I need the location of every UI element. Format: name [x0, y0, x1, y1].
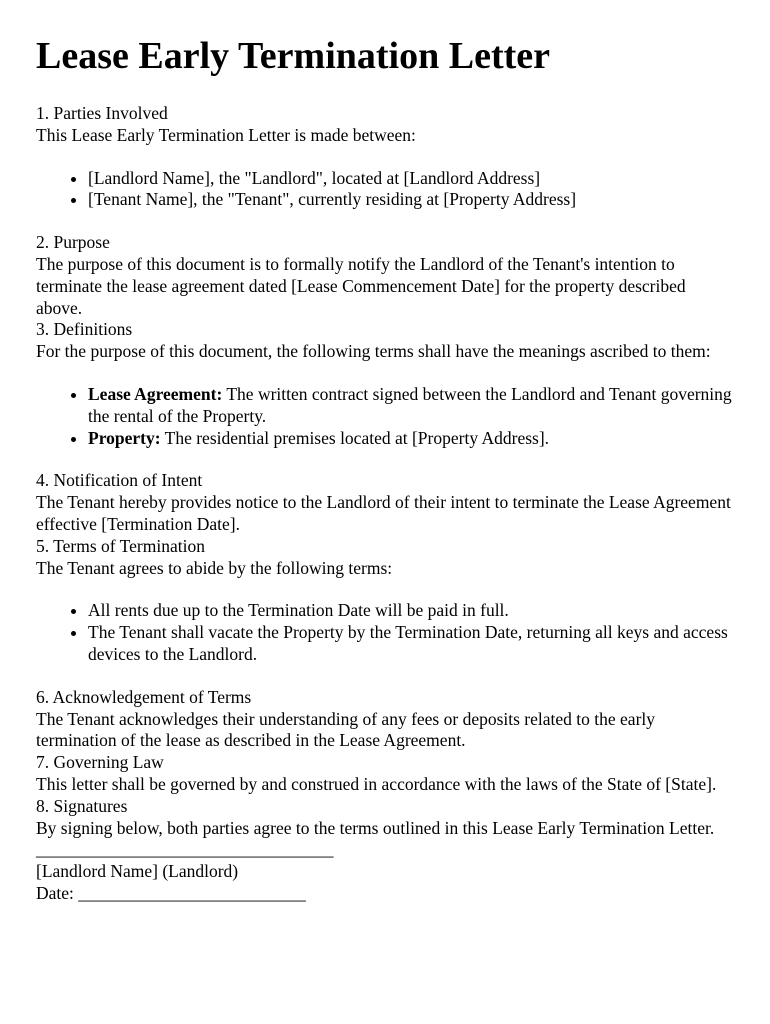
definition-text: The written contract signed between the Landlord and Tenant governing the rental of the Property. [88, 383, 732, 426]
section-heading-acknowledgement: 6. Acknowledgement of Terms [36, 686, 252, 707]
definition-item [88, 384, 734, 428]
section-body-parties: This Lease Early Termination Letter is made between: [36, 124, 416, 145]
section-body-purpose: The purpose of this document is to formally notify the Landlord of the Tenant's intention to terminate the lease agreement dated [Lease Commencement Date] for the property described above. [36, 253, 686, 318]
signature-name: [Landlord Name] (Landlord) [36, 861, 239, 882]
section-body-acknowledgement: The Tenant acknowledges their understanding of any fees or deposits related to the early termination of the lease as described in the Lease Agreement. [36, 708, 656, 751]
signature-line: __________________________________ [36, 839, 334, 860]
section-heading-definitions: 3. Definitions [36, 319, 133, 340]
section-body-notification: The Tenant hereby provides notice to the Landlord of their intent to terminate the Lease Agreement effective [Termination Date]. [36, 492, 731, 534]
parties-list [36, 168, 734, 212]
section-heading-parties: 1. Parties Involved [36, 103, 168, 123]
list-item: • [Tenant Name], the "Tenant", currently residing at [Property Address] [88, 189, 734, 211]
section-heading-notification: 4. Notification of Intent [36, 470, 203, 491]
definition-text: The residential premises located at [Property Address]. [160, 427, 550, 448]
definition-item [88, 428, 734, 450]
page-title: Lease Early Termination Letter [36, 35, 550, 77]
terms-list [36, 600, 734, 665]
list-item: • The Tenant shall vacate the Property by the Termination Date, returning all keys and access devices to the Landlord. [88, 622, 734, 666]
section-body-definitions: For the purpose of this document, the following terms shall have the meanings ascribed to them: [36, 341, 711, 362]
section-body-terms: The Tenant agrees to abide by the following terms: [36, 557, 393, 578]
definitions-list [36, 384, 734, 449]
definition-term: Property: [88, 427, 161, 448]
section-heading-governing-law: 7. Governing Law [36, 752, 164, 773]
section-body-signatures: By signing below, both parties agree to the terms outlined in this Lease Early Termination Letter. [36, 817, 715, 838]
section-heading-purpose: 2. Purpose [36, 232, 110, 253]
list-item: • All rents due up to the Termination Date will be paid in full. [88, 600, 734, 622]
section-heading-signatures: 8. Signatures [36, 795, 128, 816]
list-item: • [Landlord Name], the "Landlord", located at [Landlord Address] [88, 168, 734, 190]
section-heading-terms: 5. Terms of Termination [36, 535, 205, 556]
signature-date: Date: __________________________ [36, 882, 306, 903]
section-body-governing-law: This letter shall be governed by and construed in accordance with the laws of the State of [State]. [36, 773, 717, 794]
definition-term: Lease Agreement: [88, 383, 223, 404]
